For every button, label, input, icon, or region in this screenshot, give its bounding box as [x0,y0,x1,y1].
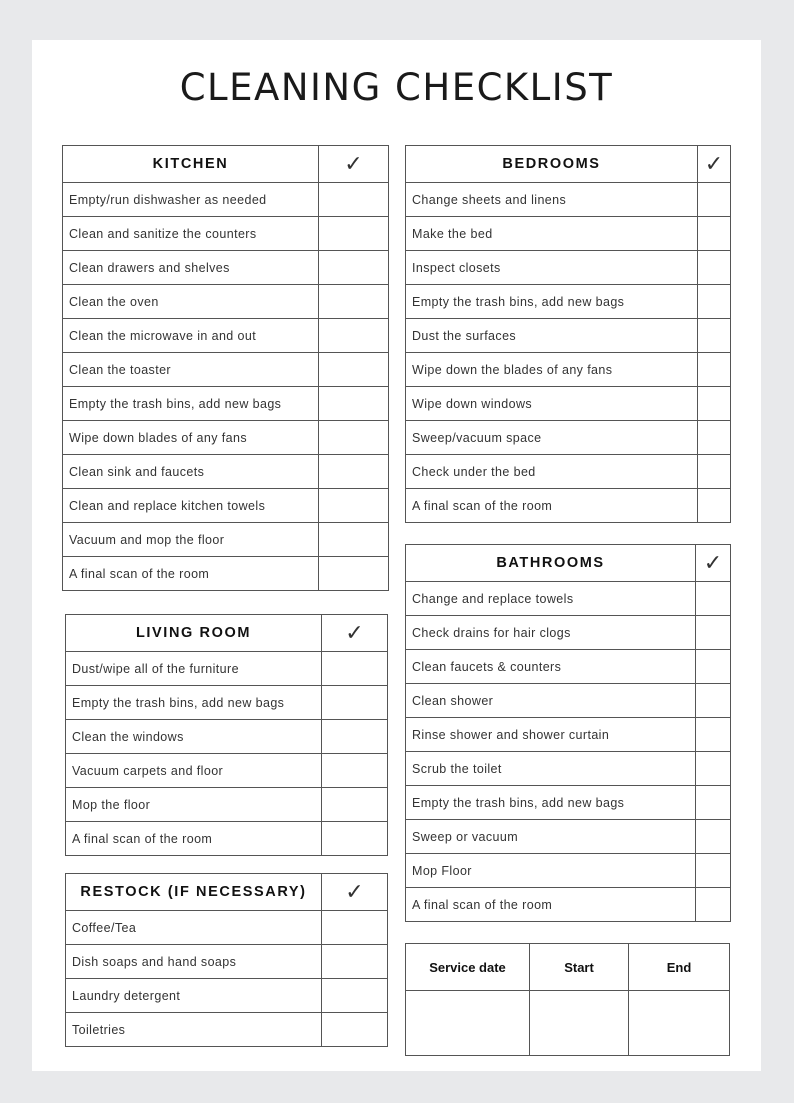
task-label: Scrub the toilet [406,752,696,786]
checklist-row [66,945,388,979]
checkbox-cell[interactable] [698,455,731,489]
task-label: Change sheets and linens [406,183,698,217]
checkbox-cell[interactable] [696,888,731,922]
task-label: Clean and sanitize the counters [63,217,319,251]
checkbox-cell[interactable] [322,1013,388,1047]
checklist-row [406,217,731,251]
task-label: Empty the trash bins, add new bags [63,387,319,421]
checklist-row [66,686,388,720]
bathrooms-table [405,544,731,922]
checklist-row [406,353,731,387]
checkbox-cell[interactable] [698,251,731,285]
task-label: Empty the trash bins, add new bags [406,786,696,820]
task-label: Clean faucets & counters [406,650,696,684]
checkbox-cell[interactable] [319,455,389,489]
checklist-row [406,820,731,854]
checklist-row [406,387,731,421]
checklist-sheet [32,40,761,1071]
checklist-row [406,285,731,319]
checkbox-cell[interactable] [696,616,731,650]
checkbox-cell[interactable] [322,652,388,686]
checklist-row [406,650,731,684]
checklist-row [406,421,731,455]
task-label: Make the bed [406,217,698,251]
checkmark-icon: ✓ [698,146,731,183]
checkbox-cell[interactable] [696,854,731,888]
task-label: Mop Floor [406,854,696,888]
kitchen-table [62,145,389,591]
checklist-row [406,455,731,489]
task-label: Wipe down windows [406,387,698,421]
checkbox-cell[interactable] [698,319,731,353]
checkbox-cell[interactable] [696,684,731,718]
checkbox-cell[interactable] [319,421,389,455]
checklist-row [63,387,389,421]
end-cell[interactable] [629,991,730,1056]
checklist-row [63,183,389,217]
checklist-row [66,911,388,945]
checkbox-cell[interactable] [319,353,389,387]
task-label: Vacuum and mop the floor [63,523,319,557]
checklist-row [66,720,388,754]
task-label: Rinse shower and shower curtain [406,718,696,752]
checkbox-cell[interactable] [319,387,389,421]
checkmark-icon: ✓ [322,874,388,911]
checkbox-cell[interactable] [319,489,389,523]
checkbox-cell[interactable] [322,911,388,945]
checklist-row [406,684,731,718]
checklist-row [63,455,389,489]
checkbox-cell[interactable] [322,945,388,979]
task-label: Clean the oven [63,285,319,319]
restock-table [65,873,388,1047]
checklist-row [63,523,389,557]
checkbox-cell[interactable] [696,786,731,820]
checkbox-cell[interactable] [322,754,388,788]
page-title: CLEANING CHECKLIST [179,66,614,109]
task-label: Dish soaps and hand soaps [66,945,322,979]
task-label: Coffee/Tea [66,911,322,945]
checkbox-cell[interactable] [698,217,731,251]
checkbox-cell[interactable] [696,582,731,616]
checkbox-cell[interactable] [698,183,731,217]
task-label: Vacuum carpets and floor [66,754,322,788]
checkbox-cell[interactable] [696,820,731,854]
checkbox-cell[interactable] [322,822,388,856]
task-label: Clean the windows [66,720,322,754]
checklist-row [406,718,731,752]
checklist-row [406,582,731,616]
checkbox-cell[interactable] [696,718,731,752]
checkbox-cell[interactable] [322,788,388,822]
bathrooms-heading: BATHROOMS [406,545,696,582]
task-label: A final scan of the room [406,489,698,523]
checkbox-cell[interactable] [319,523,389,557]
checkbox-cell[interactable] [319,183,389,217]
task-label: Mop the floor [66,788,322,822]
task-label: Empty the trash bins, add new bags [406,285,698,319]
service-date-header: Service date [406,944,530,991]
service-date-cell[interactable] [406,991,530,1056]
start-header: Start [530,944,629,991]
task-label: Inspect closets [406,251,698,285]
end-header: End [629,944,730,991]
task-label: A final scan of the room [63,557,319,591]
task-label: A final scan of the room [406,888,696,922]
checklist-row [66,754,388,788]
restock-heading: RESTOCK (IF NECESSARY) [66,874,322,911]
checkbox-cell[interactable] [698,421,731,455]
checkbox-cell[interactable] [696,752,731,786]
checklist-row [406,489,731,523]
living-room-heading: LIVING ROOM [66,615,322,652]
task-label: Clean shower [406,684,696,718]
checkbox-cell[interactable] [319,251,389,285]
checklist-row [406,786,731,820]
checklist-row [66,652,388,686]
task-label: Empty the trash bins, add new bags [66,686,322,720]
task-label: Clean drawers and shelves [63,251,319,285]
checkbox-cell[interactable] [319,217,389,251]
checklist-row [406,888,731,922]
checklist-row [406,251,731,285]
task-label: Check drains for hair clogs [406,616,696,650]
task-label: Change and replace towels [406,582,696,616]
checkbox-cell[interactable] [322,720,388,754]
task-label: Wipe down the blades of any fans [406,353,698,387]
checkbox-cell[interactable] [698,387,731,421]
checkbox-cell[interactable] [319,285,389,319]
checklist-row [63,557,389,591]
checkbox-cell[interactable] [319,319,389,353]
checklist-row [406,616,731,650]
task-label: Check under the bed [406,455,698,489]
checklist-row [66,1013,388,1047]
checklist-row [66,822,388,856]
task-label: Laundry detergent [66,979,322,1013]
task-label: Clean sink and faucets [63,455,319,489]
checklist-row [63,217,389,251]
checkmark-icon: ✓ [319,146,389,183]
checklist-row [63,353,389,387]
task-label: Clean the microwave in and out [63,319,319,353]
checklist-row [63,319,389,353]
checkbox-cell[interactable] [698,285,731,319]
living-room-table [65,614,388,856]
checkbox-cell[interactable] [698,489,731,523]
start-cell[interactable] [530,991,629,1056]
task-label: A final scan of the room [66,822,322,856]
checklist-row [66,788,388,822]
task-label: Clean the toaster [63,353,319,387]
task-label: Sweep or vacuum [406,820,696,854]
checklist-row [63,285,389,319]
task-label: Toiletries [66,1013,322,1047]
checklist-row [63,421,389,455]
checkbox-cell[interactable] [322,979,388,1013]
checkbox-cell[interactable] [698,353,731,387]
checkbox-cell[interactable] [696,650,731,684]
task-label: Sweep/vacuum space [406,421,698,455]
checklist-row [406,854,731,888]
checklist-row [63,489,389,523]
checkbox-cell[interactable] [319,557,389,591]
bedrooms-table [405,145,731,523]
checklist-row [406,752,731,786]
checklist-row [406,183,731,217]
kitchen-heading: KITCHEN [63,146,319,183]
checkmark-icon: ✓ [322,615,388,652]
bedrooms-heading: BEDROOMS [406,146,698,183]
checkbox-cell[interactable] [322,686,388,720]
task-label: Wipe down blades of any fans [63,421,319,455]
checklist-row [66,979,388,1013]
service-time-table [405,943,730,1056]
checkmark-icon: ✓ [696,545,731,582]
task-label: Dust/wipe all of the furniture [66,652,322,686]
checklist-row [63,251,389,285]
task-label: Empty/run dishwasher as needed [63,183,319,217]
task-label: Dust the surfaces [406,319,698,353]
checklist-row [406,319,731,353]
task-label: Clean and replace kitchen towels [63,489,319,523]
